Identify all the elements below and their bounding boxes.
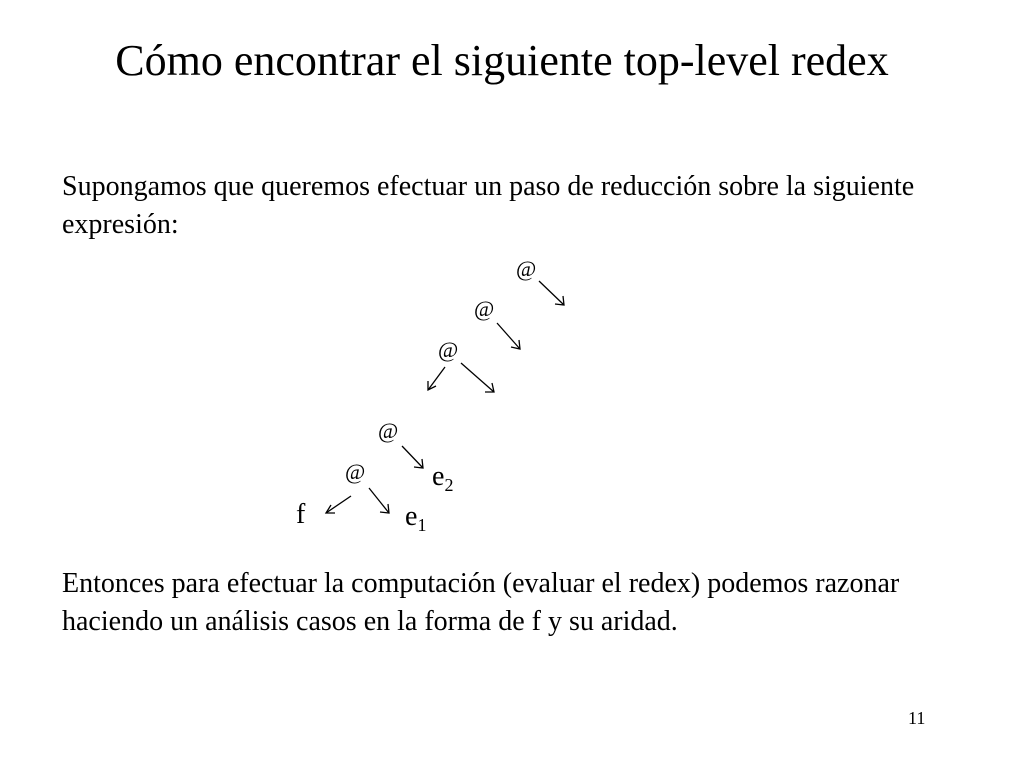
app-node-5: @ (345, 459, 366, 484)
leaf-e1 (405, 501, 426, 535)
conclusion-paragraph: Entonces para efectuar la computación (evaluar el redex) podemos razonar haciendo un análisis casos en la forma de f y su aridad. (62, 568, 900, 637)
leaf-f: f (296, 499, 306, 530)
slide-number: 11 (908, 708, 926, 728)
edge-2-right (497, 323, 520, 349)
leaf-e1-subscript: 1 (417, 515, 427, 535)
app-node-3: @ (438, 337, 459, 362)
leaf-e2-subscript: 2 (444, 475, 454, 495)
leaf-e1-base: e (405, 501, 418, 532)
leaf-e2-base: e (432, 461, 445, 492)
edge-4-right (402, 446, 423, 468)
leaf-e2 (432, 461, 453, 495)
edge-3-left (428, 367, 445, 390)
app-node-1: @ (516, 256, 537, 281)
app-node-2: @ (474, 296, 495, 321)
edge-5-left (326, 496, 351, 513)
app-node-4: @ (378, 418, 399, 443)
slide-title: Cómo encontrar el siguiente top-level redex (115, 36, 889, 85)
intro-paragraph: Supongamos que queremos efectuar un paso de reducción sobre la siguiente expresión: (62, 171, 915, 240)
edge-5-right (369, 488, 389, 513)
edge-1-right (539, 281, 564, 305)
edge-3-right (461, 363, 494, 392)
